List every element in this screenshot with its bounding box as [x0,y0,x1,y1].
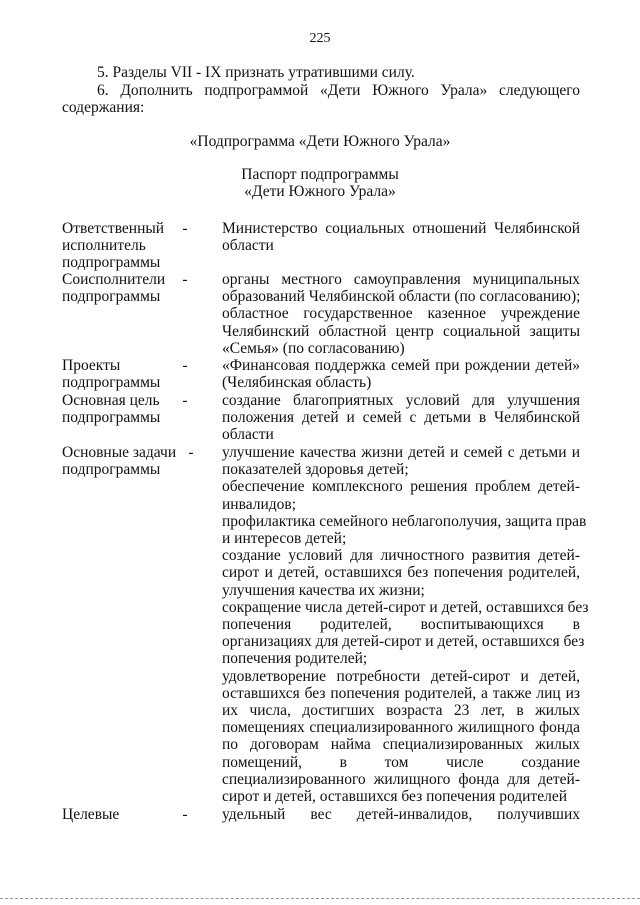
row-value-line: создание благоприятных условий для улучшения [222,392,580,409]
row-value-line: удовлетворение потребности детей-сирот и детей, [222,667,580,685]
passport-title-line-2: «Дети Южного Урала» [244,183,396,200]
row-value-line: оставшихся без попечения родителей, а также лиц из [222,684,580,702]
intro-paragraph-1: 5. Разделы VII - IX признать утратившими силу. [97,64,415,81]
row-value [222,357,580,391]
row-value-line: инвалидов; [222,495,297,513]
row-dash: - [182,392,188,409]
row-value [222,444,589,806]
row-value-line: «Финансовая поддержка семей при рождении детей» [222,357,580,374]
row-value-line: органы местного самоуправления муниципальных [222,271,580,288]
row-label-line: подпрограммы [62,461,161,479]
row-value-line: Челябинский областной центр социальной защиты [222,322,580,340]
row-value-line: попечения родителей, воспитывающихся в [222,616,580,634]
row-value [222,220,580,254]
row-value [222,271,580,357]
row-value-line: «Семья» (по согласованию) [222,339,405,357]
row-value-line: областное государственное казенное учреждение [222,305,580,323]
passport-title-line-1: Паспорт подпрограммы [241,166,399,183]
row-value-line: показателей здоровья детей; [222,461,409,479]
row-label-line: подпрограммы [62,409,161,427]
row-value-line: специализированного жилищного фонда для детей- [222,770,580,788]
row-label-line: Проекты [62,357,121,374]
row-value-line: помещениях специализированного жилищного фонда [222,719,580,737]
row-value-line: создание условий для личностного развития детей- [222,547,580,565]
page-number: 225 [309,31,331,46]
row-value-line: (Челябинская область) [222,374,372,392]
row-label-line: подпрограммы [62,254,161,272]
row-value-line: образований Челябинской области (по согласованию); [222,288,581,306]
row-value-line: удельный вес детей-инвалидов, получивших [222,806,580,823]
row-value-line: сирот и детей, оставшихся без попечения родителей, [222,564,580,582]
row-label [62,444,177,479]
row-value-line: и интересов детей; [222,530,347,548]
row-label [62,357,170,391]
row-value-line: сокращение числа детей-сирот и детей, оставшихся без [222,598,589,616]
intro-paragraph-2: 6. Дополнить подпрограммой «Дети Южного Урала» следующего содержания: [62,82,580,117]
row-label [62,220,170,272]
row-dash: - [182,806,188,823]
row-label [62,392,170,426]
row-label [62,271,170,305]
row-label [62,806,170,823]
row-value-line: Министерство социальных отношений Челябинской [222,220,580,237]
row-value-line: улучшение качества жизни детей и семей с детьми и [222,444,580,461]
row-value-line: сирот и детей, оставшихся без попечения родителей [222,788,567,806]
page-bottom-edge [0,898,640,899]
row-value-line: положения детей и семей с детьми в Челябинской [222,409,580,427]
row-label-line: подпрограммы [62,374,161,392]
row-value-line: их числа, достигших возраста 23 лет, в жилых [222,702,580,720]
row-value-line: по договорам найма специализированных жилых [222,736,580,754]
row-value [222,806,580,823]
row-value-line: области [222,237,274,255]
row-label-line: Основная цель [62,392,160,409]
row-value-line: попечения родителей; [222,650,368,668]
row-label-line: Целевые [62,806,120,823]
row-value-line: области [222,426,274,444]
row-dash: - [182,357,188,374]
row-value [222,392,580,444]
row-label-line: Соисполнители [62,271,166,288]
row-value-line: улучшения качества их жизни; [222,581,425,599]
row-dash: - [182,220,188,237]
row-dash: - [188,444,194,461]
row-value-line: помещений, в том числе создание [222,753,580,771]
row-dash: - [182,271,188,288]
row-value-line: обеспечение комплексного решения проблем детей- [222,478,580,496]
row-value-line: профилактика семейного неблагополучия, защита прав [222,512,587,530]
subprogram-title: «Подпрограмма «Дети Южного Урала» [189,133,451,150]
row-value-line: организациях для детей-сирот и детей, оставшихся без [222,633,585,651]
row-label-line: подпрограммы [62,288,161,306]
row-label-line: Ответственный [62,220,165,237]
row-label-line: исполнитель [62,237,146,255]
row-label-line: Основные задачи [62,444,177,461]
